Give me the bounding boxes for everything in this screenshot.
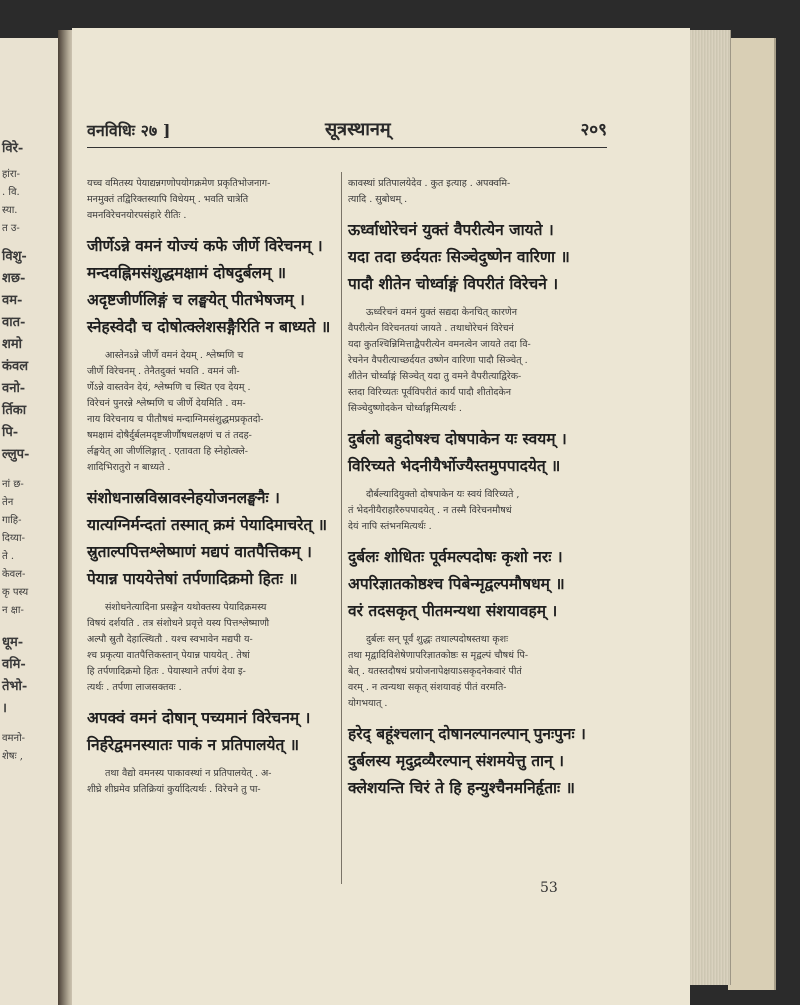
verse-line: अपरिज्ञातकोष्ठश्च पिबेन्मृद्वल्पमौषधम् ॥ bbox=[348, 574, 565, 593]
left-margin-fragment: ल्लुप- bbox=[2, 447, 30, 462]
verse-line: स्रुताल्पपित्तश्लेष्माणं मद्यपं वातपैत्तिकम् । bbox=[87, 542, 312, 561]
left-margin-fragment: शछ- bbox=[2, 271, 26, 286]
commentary-block bbox=[348, 632, 610, 712]
commentary-line: वैपरीत्येन विरेचनतयां जायते . तथाधोरेचनं विरेचनं bbox=[348, 323, 514, 334]
left-margin-fragment: पि- bbox=[2, 425, 19, 440]
commentary-block bbox=[87, 348, 345, 476]
commentary-line: यदा कुतश्चिन्निमित्ताद्वैपरीत्येन वमनत्वेन जायते तदा वि- bbox=[348, 339, 531, 350]
book-cover-edge bbox=[728, 38, 776, 990]
verse-block bbox=[87, 232, 345, 340]
verse-block bbox=[348, 216, 610, 297]
commentary-line: बेत् . यतस्तदौषधं प्रयोजनापेक्षयाऽसकृदनेकवारं पीतं bbox=[348, 666, 522, 677]
verse-block bbox=[87, 704, 345, 758]
commentary-block bbox=[348, 176, 610, 208]
verse-block bbox=[348, 720, 610, 801]
commentary-line: श्च प्रकृत्या वातपैत्तिकस्तान् पेयान्न पाययेत् . तेषां bbox=[87, 650, 250, 661]
verse-line: यात्यग्निर्मन्दतां तस्मात् क्रमं पेयादिमाचरेत् ॥ bbox=[87, 515, 327, 534]
left-margin-fragment: वात- bbox=[2, 315, 26, 330]
left-margin-fragment: ते . bbox=[2, 551, 15, 562]
left-margin-fragment: विशु- bbox=[2, 249, 27, 264]
commentary-line: दौर्बल्यादियुक्तो दोषपाकेन यः स्वयं विरिच्यते , bbox=[366, 489, 520, 500]
left-margin-fragment: तेभो- bbox=[2, 679, 28, 694]
commentary-block bbox=[348, 305, 610, 417]
commentary-line: जीर्णे विरेचनम् . तेनैतदुक्तं भवति . वमनं जी- bbox=[87, 366, 240, 377]
verse-line: ऊर्ध्वाधोरेचनं युक्तं वैपरीत्येन जायते । bbox=[348, 220, 554, 239]
verse-line: वरं तदसकृत् पीतमन्यथा संशयावहम् । bbox=[348, 601, 558, 620]
verse-line: विरिच्यते भेदनीयैर्भोज्यैस्तमुपपादयेत् ॥ bbox=[348, 456, 561, 475]
commentary-line: त्यर्थः . तर्पणा लाजसक्तवः . bbox=[87, 682, 182, 693]
commentary-line: सिञ्चेदुष्णोदकेन चोर्ध्वाङ्गमित्यर्थः . bbox=[348, 403, 462, 414]
header-page-number: २०९ bbox=[580, 120, 607, 140]
commentary-line: योगभयात् . bbox=[348, 698, 388, 709]
commentary-line: वमनविरेचनयोरपसंहारे रीतिः . bbox=[87, 210, 187, 221]
commentary-line: शादिभिरातुरो न बाध्यते . bbox=[87, 462, 171, 473]
commentary-line: त्यादि . सुबोधम् . bbox=[348, 194, 408, 205]
commentary-block bbox=[87, 600, 345, 696]
left-margin-fragment: तेन bbox=[2, 497, 14, 508]
left-margin-fragment: विरे- bbox=[2, 141, 24, 156]
verse-block bbox=[348, 543, 610, 624]
left-margin-fragment: वमनो- bbox=[2, 733, 26, 744]
commentary-line: स्तदा विरिच्यतः पूर्वविपरीतं कार्यं पादौ शीतोदकेन bbox=[348, 387, 512, 398]
header-section-title: सूत्रस्थानम् bbox=[325, 119, 391, 140]
commentary-line: र्लङ्घयेत् आ जीर्णलिङ्गात् . एतावता हि स्नेहोत्क्ले- bbox=[87, 446, 248, 457]
left-page-edge bbox=[0, 38, 60, 1005]
commentary-block bbox=[87, 766, 345, 798]
verse-line: पेयान्न पाययेत्तेषां तर्पणादिक्रमो हितः ॥ bbox=[87, 569, 298, 588]
commentary-line: षमक्षामं दोषैर्दुर्बलमदृष्टजीर्णौषधलक्षणं च तं तदह- bbox=[87, 430, 252, 441]
commentary-line: यच्च वमितस्य पेयाद्यन्नगणोपयोगक्रमेण प्रकृतिभोजनाग- bbox=[87, 178, 271, 189]
left-margin-fragment: त उ- bbox=[2, 223, 20, 234]
left-margin-fragment: कृ पस्य bbox=[2, 587, 29, 598]
left-margin-fragment: न क्षा- bbox=[2, 605, 24, 616]
commentary-line: कावस्थां प्रतिपालयेदेव . कुत इत्याह . अपक्वमि- bbox=[348, 178, 511, 189]
left-margin-fragment: गाहि- bbox=[2, 515, 22, 526]
commentary-line: तथा मृद्वादिविशेषेणापरिज्ञातकोष्ठः स मृद्वल्पं चौषधं पि- bbox=[348, 650, 529, 661]
verse-line: अपक्वं वमनं दोषान् पच्यमानं विरेचनम् । bbox=[87, 708, 311, 727]
commentary-line: हि तर्पणादिक्रमो हितः . पेयास्थाने तर्पणं देया इ- bbox=[87, 666, 246, 677]
commentary-line: आस्तेनऽन्ने जीर्णे वमनं देयम् . श्लेष्मणि च bbox=[105, 350, 244, 361]
verse-line: अदृष्टजीर्णलिङ्गं च लङ्घयेत् पीतभेषजम् । bbox=[87, 290, 305, 309]
verse-line: जीर्णेऽन्ने वमनं योज्यं कफे जीर्णे विरेचनम् । bbox=[87, 236, 323, 255]
commentary-line: रेचनेन वैपरीत्याच्छर्दयत उष्णेन वारिणा पादौ सिञ्चेत् . bbox=[348, 355, 528, 366]
verse-line: मन्दवह्निमसंशुद्धमक्षामं दोषदुर्बलम् ॥ bbox=[87, 263, 287, 282]
left-margin-fragment: स्या. bbox=[2, 205, 18, 216]
left-margin-fragment: शेषः , bbox=[2, 751, 23, 762]
left-margin-fragment: वनो- bbox=[2, 381, 26, 396]
commentary-line: र्णेऽन्ने वास्तवेन देयं, श्लेष्मणि च स्थित एव देयम् . bbox=[87, 382, 251, 393]
left-margin-fragment: शमो bbox=[2, 337, 22, 352]
left-margin-fragment: दिय्या- bbox=[2, 533, 25, 544]
verse-line: क्लेशयन्ति चिरं ते हि हन्युश्चैनमनिर्हृताः ॥ bbox=[348, 778, 575, 797]
verse-line: हरेद् बहूंश्चलान् दोषानल्पानल्पान् पुनःपुनः । bbox=[348, 724, 586, 743]
verse-line: निर्हरेद्वमनस्यातः पाकं न प्रतिपालयेत् ॥ bbox=[87, 735, 299, 754]
commentary-line: विरेचनं पुनरन्ने श्लेष्मणि च जीर्णे देयमिति . वम- bbox=[87, 398, 246, 409]
verse-line: दुर्बलः शोधितः पूर्वमल्पदोषः कृशो नरः । bbox=[348, 547, 563, 566]
commentary-line: शीतेन चोर्ध्वाङ्गं सिञ्चेत् यदा तु वमने वैपरीत्याद्विरेक- bbox=[348, 371, 522, 382]
commentary-block bbox=[87, 176, 345, 224]
commentary-line: देयं नापि स्तंभनमित्यर्थः . bbox=[348, 521, 432, 532]
footer-page-number: 53 bbox=[540, 880, 558, 896]
left-margin-fragment: र्तिका bbox=[2, 403, 27, 418]
commentary-line: तथा वैद्यो वमनस्य पाकावस्थां न प्रतिपालयेत् . अ- bbox=[105, 768, 272, 779]
commentary-line: तं भेदनीयैराहारैरुपपादयेत् . न तस्मै विरेचनमौषधं bbox=[348, 505, 512, 516]
left-margin-fragment: । bbox=[2, 701, 7, 716]
left-margin-fragment: केवल- bbox=[2, 569, 26, 580]
verse-line: संशोधनास्रविस्रावस्नेहयोजनलङ्घनैः । bbox=[87, 488, 280, 507]
commentary-line: विषयं दर्शयति . तत्र संशोधने प्रवृत्ते यस्य पित्तश्लेष्माणौ bbox=[87, 618, 270, 629]
right-text-column bbox=[348, 176, 610, 809]
commentary-block bbox=[348, 487, 610, 535]
commentary-line: शीघ्रे शीघ्रमेव प्रतिक्रियां कुर्यादित्यर्थः . विरेचने तु पा- bbox=[87, 784, 261, 795]
left-text-column bbox=[87, 176, 345, 806]
verse-line: पादौ शीतेन चोर्ध्वाङ्गं विपरीतं विरेचने । bbox=[348, 274, 559, 293]
verse-line: स्नेहस्वेदौ च दोषोत्क्लेशसङ्गैरिति न बाध्यते ॥ bbox=[87, 317, 331, 336]
left-margin-fragment: हांरा- bbox=[2, 169, 20, 180]
commentary-line: नाय विरेचनाय च पीतौषधं मन्दाग्निमसंशुद्धमप्रकृतदो- bbox=[87, 414, 264, 425]
header-chapter: वनविधिः २७ ] bbox=[87, 121, 171, 140]
verse-block bbox=[348, 425, 610, 479]
commentary-line: ऊर्ध्वरेचनं वमनं युक्तं सद्यदा केनचित् कारणेन bbox=[366, 307, 518, 318]
left-margin-fragment: . वि. bbox=[2, 187, 20, 198]
left-margin-fragment: कंवल bbox=[2, 359, 29, 374]
verse-line: दुर्बलो बहुदोषश्च दोषपाकेन यः स्वयम् । bbox=[348, 429, 567, 448]
left-margin-fragment: वमि- bbox=[2, 657, 26, 672]
verse-block bbox=[87, 484, 345, 592]
verse-line: यदा तदा छर्दयतः सिञ्चेदुष्णेन वारिणा ॥ bbox=[348, 247, 570, 266]
commentary-line: मनमुक्तं तद्विरिक्तस्यापि विधेयम् . भवति चात्रेति bbox=[87, 194, 249, 205]
commentary-line: संशोधनेत्यादिना प्रसङ्गेन यथोक्तस्य पेयादिक्रमस्य bbox=[105, 602, 267, 613]
left-margin-fragment: नां छ- bbox=[2, 479, 24, 490]
commentary-line: अल्पौ स्रुतौ देहात्स्थितौ . यश्च स्वभावेन मद्यपी य- bbox=[87, 634, 253, 645]
left-margin-fragment: धूम- bbox=[2, 635, 24, 650]
commentary-line: दुर्बलः सन् पूर्वं शुद्धः तथाल्पदोषस्तथा कृशः bbox=[366, 634, 509, 645]
verse-line: दुर्बलस्य मृदुद्रव्यैरल्पान् संशमयेत्तु तान् । bbox=[348, 751, 564, 770]
left-margin-fragment: वम- bbox=[2, 293, 23, 308]
commentary-line: वरम् . न त्वन्यथा सकृत् संशयावहं पीतं वरमति- bbox=[348, 682, 507, 693]
running-header bbox=[87, 117, 607, 148]
